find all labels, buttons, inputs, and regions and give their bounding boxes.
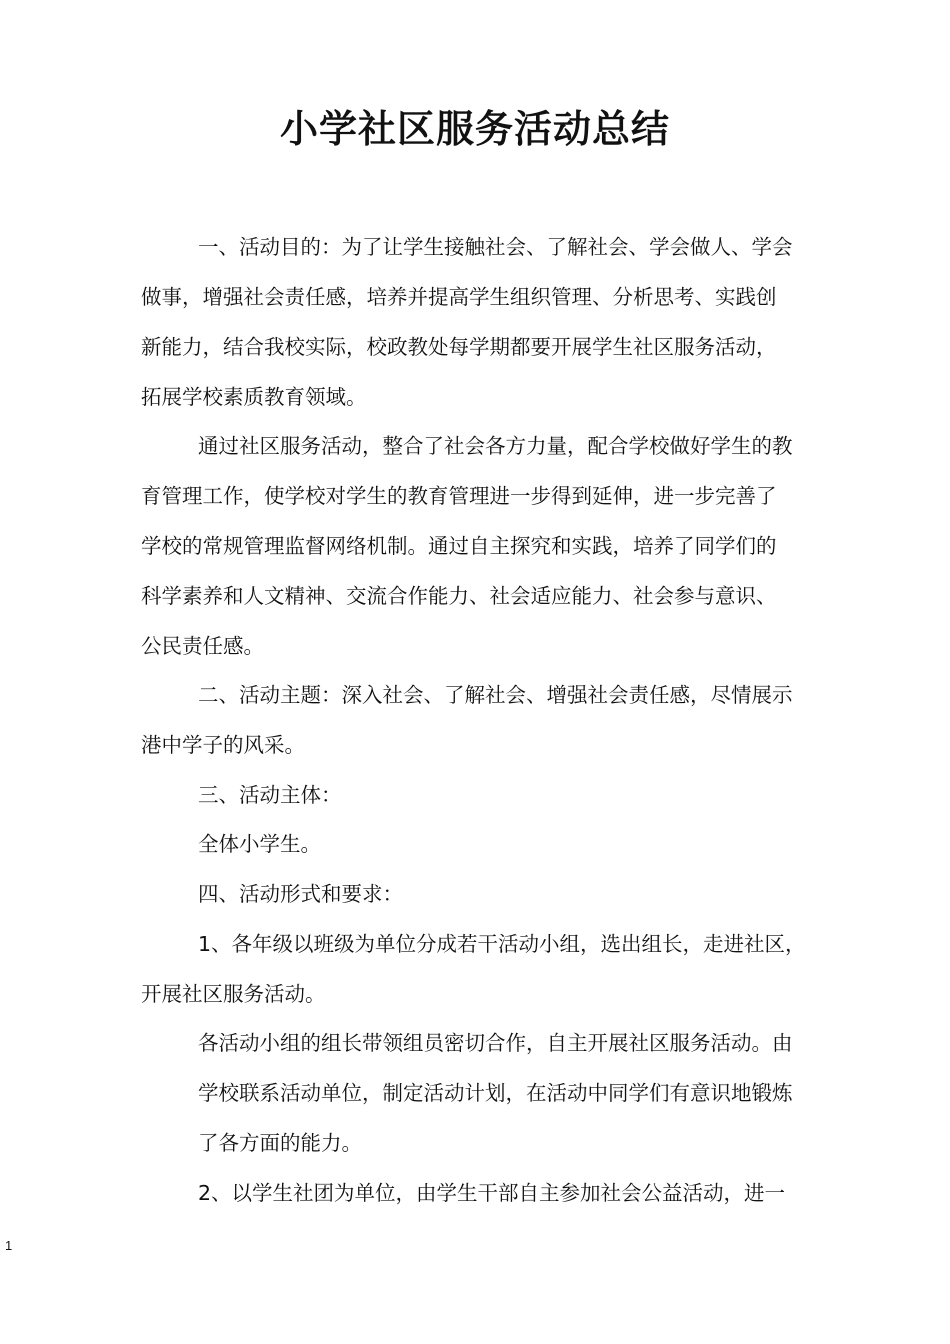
text-line: 科学素养和人文精神、交流合作能力、社会适应能力、社会参与意识、 xyxy=(141,584,777,608)
paragraph-format-heading xyxy=(141,869,821,919)
text-line: 2、以学生社团为单位，由学生干部自主参加社会公益活动，进一 xyxy=(198,1181,786,1205)
text-line: 各活动小组的组长带领组员密切合作，自主开展社区服务活动。由 xyxy=(198,1031,793,1055)
text-line: 拓展学校素质教育领域。 xyxy=(141,385,367,409)
text-line: 港中学子的风采。 xyxy=(141,733,305,757)
text-line: 了各方面的能力。 xyxy=(198,1131,362,1155)
text-line: 学校的常规管理监督网络机制。通过自主探究和实践，培养了同学们的 xyxy=(141,534,777,558)
text-line: 四、活动形式和要求： xyxy=(198,882,403,906)
text-line: 一、活动目的：为了让学生接触社会、了解社会、学会做人、学会 xyxy=(198,235,793,259)
page-number: 1 xyxy=(5,1238,13,1253)
text-line: 二、活动主题：深入社会、了解社会、增强社会责任感，尽情展示 xyxy=(198,683,793,707)
paragraph-purpose xyxy=(141,222,821,422)
paragraph-group-work xyxy=(198,1018,823,1168)
text-line: 新能力，结合我校实际，校政教处每学期都要开展学生社区服务活动， xyxy=(141,335,777,359)
text-line: 学校联系活动单位，制定活动计划，在活动中同学们有意识地锻炼 xyxy=(198,1081,793,1105)
paragraph-subject-heading xyxy=(141,770,821,820)
paragraph-format-item-2 xyxy=(141,1168,821,1218)
text-line: 三、活动主体： xyxy=(198,783,342,807)
paragraph-format-item-1 xyxy=(141,919,833,1019)
text-line: 做事，增强社会责任感，培养并提高学生组织管理、分析思考、实践创 xyxy=(141,285,777,309)
paragraph-theme xyxy=(141,670,821,770)
text-line: 全体小学生。 xyxy=(198,832,321,856)
paragraph-outcomes xyxy=(141,421,821,671)
text-line: 育管理工作，使学校对学生的教育管理进一步得到延伸，进一步完善了 xyxy=(141,484,777,508)
text-line: 通过社区服务活动，整合了社会各方力量，配合学校做好学生的教 xyxy=(198,434,793,458)
paragraph-subject xyxy=(141,819,821,869)
text-line: 1、各年级以班级为单位分成若干活动小组，选出组长，走进社区， xyxy=(198,932,806,956)
document-title: 小学社区服务活动总结 xyxy=(279,107,670,151)
text-line: 公民责任感。 xyxy=(141,634,264,658)
text-line: 开展社区服务活动。 xyxy=(141,982,326,1006)
